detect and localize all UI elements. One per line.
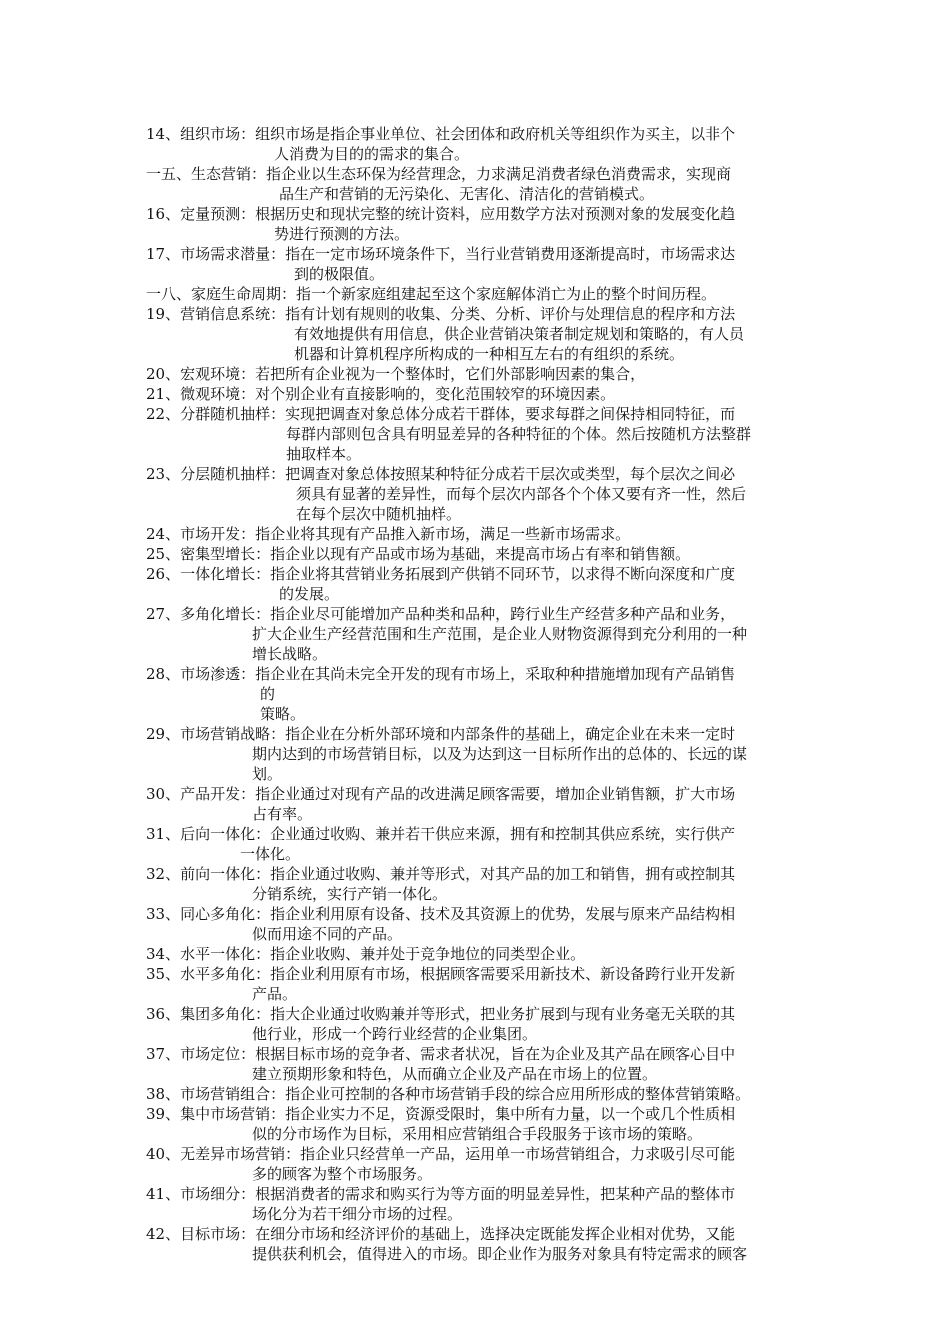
entry-definition: 若把所有企业视为一个整体时，它们外部影响因素的集合， [255,365,646,383]
glossary-entry [146,284,810,304]
entry-number: 25、 [146,545,181,563]
entry-definition-continuation: 增长战略。 [252,645,328,663]
entry-definition-continuation: 须具有显著的差异性，而每个层次内部各个个体又要有齐一性，然后 [296,485,747,503]
entry-definition: 对个别企业有直接影响的，变化范围较窄的环境因素。 [255,385,616,403]
entry-definition-continuation: 的发展。 [279,585,340,603]
entry-term: 市场需求潜量： [180,245,286,263]
glossary-entry [146,824,810,864]
entry-definition-continuation: 建立预期形象和特色，从而确立企业及产品在市场上的位置。 [252,1065,658,1083]
entry-number: 38、 [146,1085,181,1103]
entry-number: 20、 [146,365,181,383]
entry-definition-continuation: 到的极限值。 [294,265,385,283]
entry-number: 24、 [146,525,181,543]
entry-definition-continuation: 在每个层次中随机抽样。 [296,505,462,523]
entry-definition-continuation: 提供获利机会，值得进入的市场。即企业作为服务对象具有特定需求的顾客 [252,1245,748,1263]
entry-term: 产品开发： [180,785,256,803]
entry-term: 同心多角化： [180,905,271,923]
glossary-entry [146,544,810,564]
entry-term: 一体化增长： [180,565,271,583]
glossary-entry [146,204,810,244]
entry-definition: 指企业利用原有设备、技术及其资源上的优势，发展与原来产品结构相 [270,905,736,923]
glossary-entry [146,124,810,164]
entry-term: 后向一体化： [180,825,271,843]
entry-number: 14、 [146,125,181,143]
entry-number: 一五、 [146,165,192,183]
entry-definition-continuation: 抽取样本。 [286,445,362,463]
entry-definition-continuation: 人消费为目的的需求的集合。 [274,145,470,163]
entry-definition-continuation: 策略。 [260,705,306,723]
entry-number: 36、 [146,1005,181,1023]
entry-definition: 指大企业通过收购兼并等形式，把业务扩展到与现有业务毫无关联的其 [270,1005,736,1023]
entry-definition: 指企业实力不足，资源受限时，集中所有力量，以一个或几个性质相 [285,1105,736,1123]
entry-term: 市场开发： [180,525,256,543]
glossary-entry [146,864,810,904]
entry-number: 30、 [146,785,181,803]
glossary-entry [146,1104,810,1144]
entry-term: 水平多角化： [180,965,271,983]
entry-definition-continuation: 产品。 [252,985,298,1003]
entry-number: 37、 [146,1045,181,1063]
entry-definition-continuation: 他行业，形成一个跨行业经营的企业集团。 [252,1025,538,1043]
entry-definition: 指企业以生态环保为经营理念，力求满足消费者绿色消费需求，实现商 [266,165,732,183]
entry-definition: 指企业在分析外部环境和内部条件的基础上，确定企业在未来一定时 [285,725,736,743]
entry-definition-continuation: 有效地提供有用信息，供企业营销决策者制定规划和策略的，有人员 [294,325,745,343]
entry-definition-continuation: 占有率。 [252,805,313,823]
entry-definition-continuation: 期内达到的市场营销目标，以及为达到这一目标所作出的总体的、长远的谋 [252,745,748,763]
entry-number: 34、 [146,945,181,963]
glossary-entry [146,464,810,524]
entry-definition: 指企业利用原有市场，根据顾客需要采用新技术、新设备跨行业开发新 [270,965,736,983]
entry-term: 组织市场： [180,125,256,143]
entry-number: 26、 [146,565,181,583]
glossary-entry [146,784,810,824]
glossary-entry [146,664,810,724]
entry-definition: 根据历史和现状完整的统计资料，应用数学方法对预测对象的发展变化趋 [255,205,736,223]
entry-definition: 指企业收购、兼并处于竞争地位的同类型企业。 [270,945,586,963]
entry-definition: 指企业在其尚未完全开发的现有市场上，采取种种措施增加现有产品销售 [255,665,736,683]
entry-number: 35、 [146,965,181,983]
entry-term: 家庭生命周期： [191,285,297,303]
glossary-entry [146,564,810,604]
entry-number: 23、 [146,465,181,483]
entry-definition-continuation: 划。 [252,765,283,783]
entry-definition: 在细分市场和经济评价的基础上，选择决定既能发挥企业相对优势，又能 [255,1225,736,1243]
glossary-entry [146,304,810,364]
entry-number: 16、 [146,205,181,223]
entry-number: 29、 [146,725,181,743]
entry-definition-continuation: 的 [260,685,276,703]
entry-term: 多角化增长： [180,605,271,623]
entry-term: 无差异市场营销： [180,1145,301,1163]
entry-definition-continuation: 每群内部则包含具有明显差异的各种特征的个体。然后按随机方法整群 [286,425,752,443]
glossary-entry [146,724,810,784]
entry-definition: 指企业可控制的各种市场营销手段的综合应用所形成的整体营销策略。 [285,1085,751,1103]
entry-definition-continuation: 多的顾客为整个市场服务。 [252,1165,433,1183]
entry-number: 42、 [146,1225,181,1243]
glossary-entry [146,1044,810,1084]
entry-definition: 指有计划有规则的收集、分类、分析、评价与处理信息的程序和方法 [285,305,736,323]
entry-definition: 把调查对象总体按照某种特征分成若干层次或类型，每个层次之间必 [285,465,736,483]
entry-definition: 企业通过收购、兼并若干供应来源，拥有和控制其供应系统，实行供产 [270,825,736,843]
glossary-entry [146,964,810,1004]
glossary-entry [146,244,810,284]
entry-definition-continuation: 一体化。 [240,845,301,863]
entry-term: 宏观环境： [180,365,256,383]
entry-number: 33、 [146,905,181,923]
entry-number: 32、 [146,865,181,883]
glossary-entry [146,1144,810,1184]
entry-term: 市场细分： [180,1185,256,1203]
entry-term: 市场营销战略： [180,725,286,743]
entry-definition-continuation: 分销系统，实行产销一体化。 [252,885,448,903]
entry-term: 分层随机抽样： [180,465,286,483]
glossary-entry [146,364,810,384]
glossary-entry [146,904,810,944]
entry-definition: 指一个新家庭组建起至这个家庭解体消亡为止的整个时间历程。 [296,285,717,303]
entry-term: 集团多角化： [180,1005,271,1023]
entry-definition: 指企业以现有产品或市场为基础，来提高市场占有率和销售额。 [270,545,691,563]
entry-term: 营销信息系统： [180,305,286,323]
entry-number: 27、 [146,605,181,623]
entry-term: 市场渗透： [180,665,256,683]
entry-term: 分群随机抽样： [180,405,286,423]
entry-definition: 指企业尽可能增加产品种类和品种，跨行业生产经营多种产品和业务， [270,605,736,623]
entry-term: 生态营销： [191,165,267,183]
entry-definition: 根据消费者的需求和购买行为等方面的明显差异性，把某种产品的整体市 [255,1185,736,1203]
glossary-entry [146,1224,810,1264]
entry-definition-continuation: 似而用途不同的产品。 [252,925,403,943]
entry-term: 前向一体化： [180,865,271,883]
glossary-entry [146,164,810,204]
entry-number: 41、 [146,1185,181,1203]
entry-definition-continuation: 势进行预测的方法。 [274,225,410,243]
entry-number: 40、 [146,1145,181,1163]
entry-number: 17、 [146,245,181,263]
entry-number: 28、 [146,665,181,683]
glossary-entry [146,404,810,464]
entry-definition: 指企业将其现有产品推入新市场，满足一些新市场需求。 [255,525,631,543]
entry-number: 22、 [146,405,181,423]
entry-term: 目标市场： [180,1225,256,1243]
entry-definition: 指企业只经营单一产品，运用单一市场营销组合，力求吸引尽可能 [300,1145,736,1163]
entry-definition-continuation: 品生产和营销的无污染化、无害化、清洁化的营销模式。 [279,185,655,203]
entry-number: 一八、 [146,285,192,303]
entry-term: 集中市场营销： [180,1105,286,1123]
entry-term: 定量预测： [180,205,256,223]
entry-definition-continuation: 机器和计算机程序所构成的一种相互左右的有组织的系统。 [294,345,685,363]
entry-number: 31、 [146,825,181,843]
glossary-entry [146,944,810,964]
glossary-entry [146,524,810,544]
entry-definition-continuation: 场化分为若干细分市场的过程。 [252,1205,463,1223]
entry-definition: 实现把调查对象总体分成若干群体，要求每群之间保持相同特征，而 [285,405,736,423]
entry-definition-continuation: 扩大企业生产经营范围和生产范围，是企业人财物资源得到充分利用的一种 [252,625,748,643]
entry-number: 21、 [146,385,181,403]
entry-term: 市场营销组合： [180,1085,286,1103]
entry-definition: 指在一定市场环境条件下，当行业营销费用逐渐提高时，市场需求达 [285,245,736,263]
entry-definition: 指企业将其营销业务拓展到产供销不同环节，以求得不断向深度和广度 [270,565,736,583]
entry-definition: 根据目标市场的竞争者、需求者状况，旨在为企业及其产品在顾客心目中 [255,1045,736,1063]
entry-term: 水平一体化： [180,945,271,963]
glossary-entry [146,1084,810,1104]
entry-definition: 指企业通过收购、兼并等形式，对其产品的加工和销售，拥有或控制其 [270,865,736,883]
glossary-entry [146,1004,810,1044]
entry-term: 市场定位： [180,1045,256,1063]
entry-term: 密集型增长： [180,545,271,563]
entry-number: 39、 [146,1105,181,1123]
entry-term: 微观环境： [180,385,256,403]
entry-definition-continuation: 似的分市场作为目标，采用相应营销组合手段服务于该市场的策略。 [252,1125,703,1143]
glossary-document [146,124,810,1264]
glossary-entry [146,1184,810,1224]
glossary-entry [146,384,810,404]
entry-definition: 指企业通过对现有产品的改进满足顾客需要，增加企业销售额，扩大市场 [255,785,736,803]
glossary-entry [146,604,810,664]
entry-number: 19、 [146,305,181,323]
entry-definition: 组织市场是指企事业单位、社会团体和政府机关等组织作为买主，以非个 [255,125,736,143]
